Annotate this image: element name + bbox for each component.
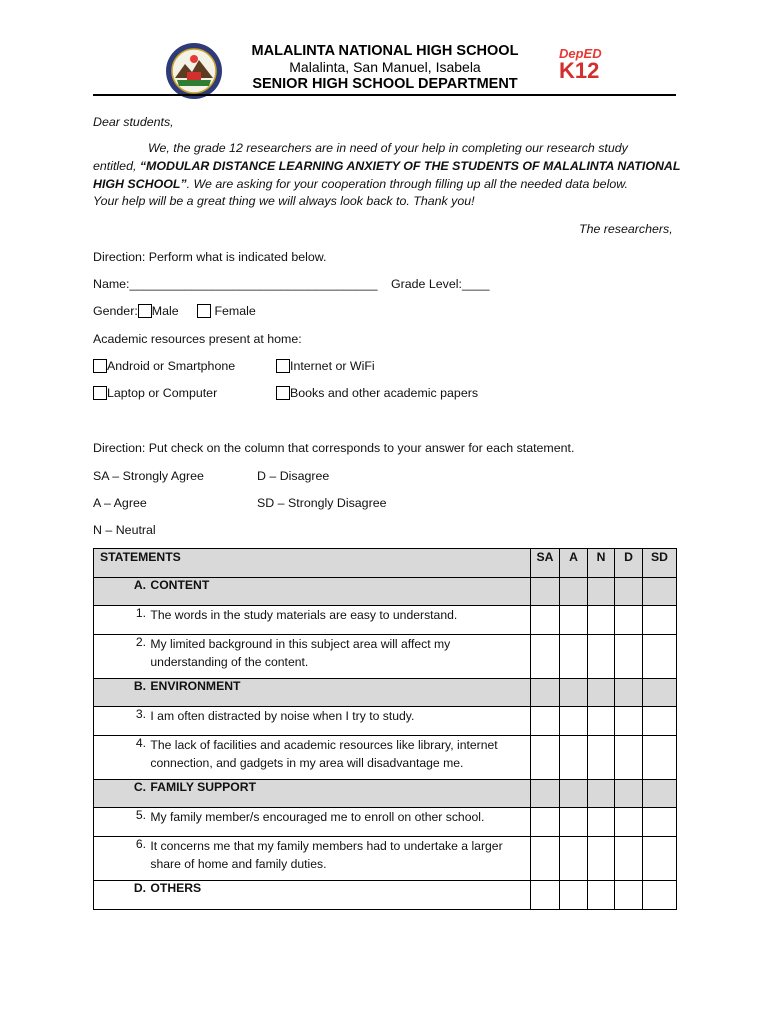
answer-cell-sa[interactable] bbox=[531, 808, 560, 837]
section-row: C. FAMILY SUPPORT bbox=[94, 780, 677, 808]
study-title-cont: HIGH SCHOOL” bbox=[93, 177, 187, 191]
answer-cell-d[interactable] bbox=[615, 635, 643, 679]
answer-cell-sa[interactable] bbox=[531, 707, 560, 736]
header-a: A bbox=[560, 549, 588, 578]
resources-label: Academic resources present at home: bbox=[93, 332, 302, 346]
deped-k12-logo bbox=[557, 44, 617, 82]
answer-cell-d[interactable] bbox=[615, 837, 643, 881]
header-divider bbox=[93, 94, 676, 96]
legend-n: N – Neutral bbox=[93, 523, 156, 537]
answer-cell-n[interactable] bbox=[588, 707, 615, 736]
table-row: 3. I am often distracted by noise when I try to study. bbox=[94, 707, 677, 736]
header-n: N bbox=[588, 549, 615, 578]
answer-cell-n[interactable] bbox=[588, 808, 615, 837]
statement-text: I am often distracted by noise when I try to study. bbox=[150, 709, 415, 723]
table-row: 1. The words in the study materials are easy to understand. bbox=[94, 606, 677, 635]
signoff: The researchers, bbox=[579, 222, 673, 236]
gender-label: Gender: bbox=[93, 304, 138, 318]
section-row: B. ENVIRONMENT bbox=[94, 679, 677, 707]
school-address: Malalinta, San Manuel, Isabela bbox=[289, 59, 481, 75]
answer-cell-sd[interactable] bbox=[643, 808, 677, 837]
statement-text: The words in the study materials are easy to understand. bbox=[150, 608, 458, 622]
resource-option: Books and other academic papers bbox=[276, 384, 478, 402]
section-title: CONTENT bbox=[150, 578, 210, 592]
section-row: D. OTHERS bbox=[94, 881, 677, 910]
male-checkbox[interactable] bbox=[138, 304, 152, 318]
statement-text: It concerns me that my family members had to undertake a larger share of home and family duties. bbox=[150, 839, 503, 871]
resource-option: Laptop or Computer bbox=[93, 384, 217, 402]
resource-option: Internet or WiFi bbox=[276, 357, 375, 375]
table-row: 5. My family member/s encouraged me to enroll on other school. bbox=[94, 808, 677, 837]
direction-2: Direction: Put check on the column that corresponds to your answer for each statement. bbox=[93, 441, 575, 455]
answer-cell-a[interactable] bbox=[560, 707, 588, 736]
answer-cell-d[interactable] bbox=[615, 736, 643, 780]
female-option bbox=[197, 302, 256, 320]
header-sa: SA bbox=[531, 549, 560, 578]
internet-checkbox[interactable] bbox=[276, 359, 290, 373]
answer-cell-n[interactable] bbox=[588, 606, 615, 635]
answer-cell-n[interactable] bbox=[588, 837, 615, 881]
letter-line-4: Your help will be a great thing we will always look back to. Thank you! bbox=[93, 194, 475, 208]
department-name: SENIOR HIGH SCHOOL DEPARTMENT bbox=[252, 76, 518, 92]
school-seal-icon bbox=[165, 42, 223, 100]
statement-text: The lack of facilities and academic resources like library, internet connection, and gadgets in my area will disadvantage me. bbox=[150, 738, 498, 770]
greeting: Dear students, bbox=[93, 115, 174, 129]
statement-text: My limited background in this subject area will affect my understanding of the content. bbox=[150, 637, 451, 669]
answer-cell-n[interactable] bbox=[588, 736, 615, 780]
section-title: OTHERS bbox=[150, 881, 202, 895]
answer-cell-a[interactable] bbox=[560, 606, 588, 635]
school-name: MALALINTA NATIONAL HIGH SCHOOL bbox=[251, 43, 519, 59]
legend-sd: SD – Strongly Disagree bbox=[257, 496, 387, 510]
answer-cell-sd[interactable] bbox=[643, 736, 677, 780]
answer-cell-n[interactable] bbox=[588, 635, 615, 679]
letter-line-2: entitled, “MODULAR DISTANCE LEARNING ANXIETY OF THE STUDENTS OF MALALINTA NATIONAL bbox=[93, 159, 681, 173]
answer-cell-d[interactable] bbox=[615, 606, 643, 635]
name-field[interactable]: Name:____________________________________ bbox=[93, 277, 378, 291]
letter-line-3: HIGH SCHOOL”. We are asking for your cooperation through filling up all the needed data below. bbox=[93, 177, 628, 191]
answer-cell-sa[interactable] bbox=[531, 736, 560, 780]
header-d: D bbox=[615, 549, 643, 578]
section-title: FAMILY SUPPORT bbox=[150, 780, 257, 794]
answer-cell-sa[interactable] bbox=[531, 635, 560, 679]
legend-d: D – Disagree bbox=[257, 469, 330, 483]
table-row: 2. My limited background in this subject area will affect my understanding of the content. bbox=[94, 635, 677, 679]
legend-a: A – Agree bbox=[93, 496, 147, 510]
header-sd: SD bbox=[643, 549, 677, 578]
answer-cell-sa[interactable] bbox=[531, 606, 560, 635]
direction-1: Direction: Perform what is indicated below. bbox=[93, 250, 327, 264]
answer-cell-a[interactable] bbox=[560, 736, 588, 780]
deped-logo-text: DepED bbox=[559, 46, 602, 61]
study-title: “MODULAR DISTANCE LEARNING ANXIETY OF THE STUDENTS OF MALALINTA NATIONAL bbox=[139, 159, 681, 173]
female-label: Female bbox=[214, 304, 256, 318]
android-checkbox[interactable] bbox=[93, 359, 107, 373]
table-header-row bbox=[94, 549, 677, 578]
answer-cell-sd[interactable] bbox=[643, 635, 677, 679]
answer-cell-a[interactable] bbox=[560, 808, 588, 837]
table-row: 6. It concerns me that my family members had to undertake a larger share of home and family duties. bbox=[94, 837, 677, 881]
answer-cell-a[interactable] bbox=[560, 837, 588, 881]
section-row: A. CONTENT bbox=[94, 578, 677, 606]
section-title: ENVIRONMENT bbox=[150, 679, 241, 693]
statement-text: My family member/s encouraged me to enroll on other school. bbox=[150, 810, 485, 824]
letter-line-1: We, the grade 12 researchers are in need of your help in completing our research study bbox=[148, 141, 628, 155]
grade-level-field[interactable]: Grade Level:____ bbox=[391, 277, 490, 291]
answer-cell-a[interactable] bbox=[560, 635, 588, 679]
female-checkbox[interactable] bbox=[197, 304, 211, 318]
answer-cell-sd[interactable] bbox=[643, 837, 677, 881]
books-checkbox[interactable] bbox=[276, 386, 290, 400]
k12-logo-text: K12 bbox=[559, 58, 600, 82]
male-label: Male bbox=[151, 304, 179, 318]
laptop-checkbox[interactable] bbox=[93, 386, 107, 400]
answer-cell-sd[interactable] bbox=[643, 707, 677, 736]
resource-option: Android or Smartphone bbox=[93, 357, 235, 375]
table-row: 4. The lack of facilities and academic resources like library, internet connection, and gadgets in my area will disadvantage me. bbox=[94, 736, 677, 780]
answer-cell-d[interactable] bbox=[615, 808, 643, 837]
header-statements: STATEMENTS bbox=[94, 549, 531, 578]
survey-table bbox=[93, 548, 677, 910]
answer-cell-sa[interactable] bbox=[531, 837, 560, 881]
answer-cell-d[interactable] bbox=[615, 707, 643, 736]
legend-sa: SA – Strongly Agree bbox=[93, 469, 204, 483]
gender-row bbox=[93, 302, 179, 320]
answer-cell-sd[interactable] bbox=[643, 606, 677, 635]
